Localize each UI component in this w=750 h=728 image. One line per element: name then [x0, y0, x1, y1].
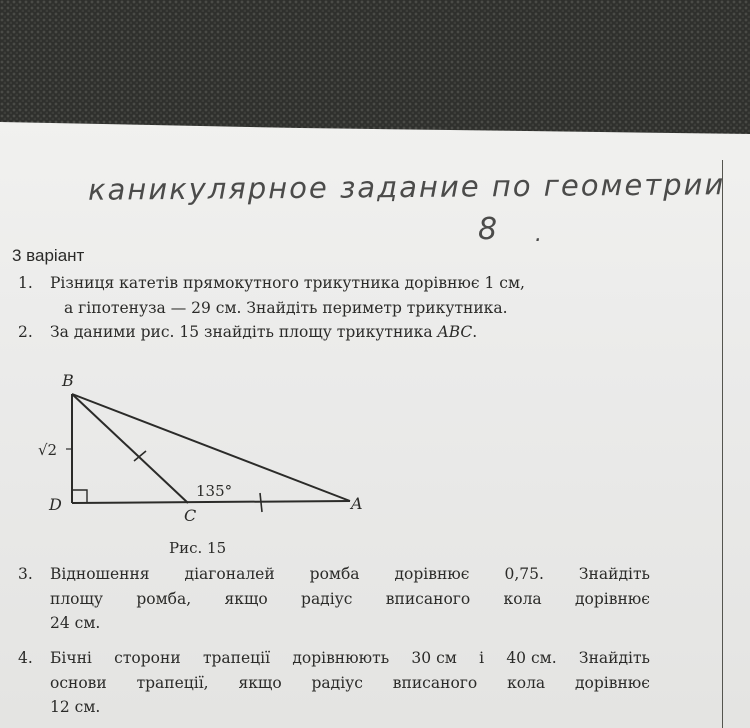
variant-heading: 3 варіант: [12, 246, 85, 265]
word: дорівнює: [574, 589, 650, 608]
task-number: 1.: [18, 274, 33, 292]
word: дорівнює: [394, 565, 470, 583]
task-1: [18, 271, 525, 320]
word: Відношення: [50, 565, 150, 583]
word: якщо: [238, 673, 282, 692]
task-line: 24 см.: [50, 614, 101, 632]
word: ромба: [309, 565, 360, 583]
word: вписаного: [385, 589, 471, 608]
task-line: [50, 320, 477, 345]
word: радіус: [301, 589, 353, 608]
task-number: 4.: [18, 649, 33, 667]
task-4: [18, 646, 650, 720]
word: діагоналей: [184, 565, 275, 583]
tick-mark-bc: [134, 451, 146, 461]
word: кола: [507, 673, 546, 692]
word: дорівнює: [575, 673, 650, 692]
point-b-label: B: [62, 371, 74, 390]
handwritten-dot: .: [535, 222, 544, 247]
task-line: [50, 671, 650, 696]
word: основи: [50, 673, 107, 692]
task-line: [50, 587, 650, 612]
handwritten-title: каникулярное задание по геометрии: [87, 167, 726, 207]
task-number: 2.: [18, 323, 33, 341]
word: площу: [50, 589, 104, 608]
word: ромба,: [136, 589, 192, 608]
point-c-label: C: [184, 506, 197, 525]
task-line: Різниця катетів прямокутного трикутника дорівнює 1 см,: [50, 274, 525, 292]
task-text-end: .: [472, 323, 478, 341]
tick-mark-ca: [260, 493, 262, 512]
task-line: 12 см.: [50, 698, 101, 716]
word: Бічні: [50, 649, 92, 667]
segment-da: [72, 501, 350, 503]
segment-bc: [72, 394, 188, 503]
figure-15: [20, 360, 380, 560]
triangle-name: ABC: [437, 323, 473, 341]
margin-line: [722, 160, 723, 728]
task-line: [50, 562, 650, 587]
word: вписаного: [392, 673, 478, 692]
task-line: [50, 646, 650, 671]
word: Знайдіть: [578, 565, 650, 583]
word: кола: [503, 589, 542, 608]
task-text: За даними рис. 15 знайдіть площу трикутника: [50, 323, 438, 341]
word: сторони: [114, 649, 181, 667]
right-angle-mark: [72, 490, 87, 503]
task-3: [18, 562, 650, 636]
triangle-diagram: [20, 360, 380, 560]
fabric-background: [0, 0, 750, 135]
side-bd-label: √2: [38, 441, 58, 459]
word: 0,75.: [504, 565, 544, 583]
angle-label: 135°: [196, 482, 233, 500]
word: дорівнюють: [292, 649, 390, 667]
word: Знайдіть: [578, 649, 650, 667]
word: 40 см.: [506, 649, 557, 667]
handwritten-grade: 8: [478, 212, 500, 247]
word: 30 см: [411, 649, 457, 667]
word: і: [479, 649, 485, 667]
word: якщо: [224, 589, 268, 608]
word: трапеції,: [136, 673, 209, 692]
point-a-label: A: [351, 494, 363, 513]
figure-caption: Рис. 15: [169, 539, 227, 557]
task-number: 3.: [18, 565, 33, 583]
point-d-label: D: [49, 495, 62, 514]
word: трапеції: [202, 649, 271, 667]
word: радіус: [311, 673, 363, 692]
task-2: [18, 320, 477, 345]
task-line: а гіпотенуза — 29 см. Знайдіть периметр трикутника.: [64, 298, 508, 317]
